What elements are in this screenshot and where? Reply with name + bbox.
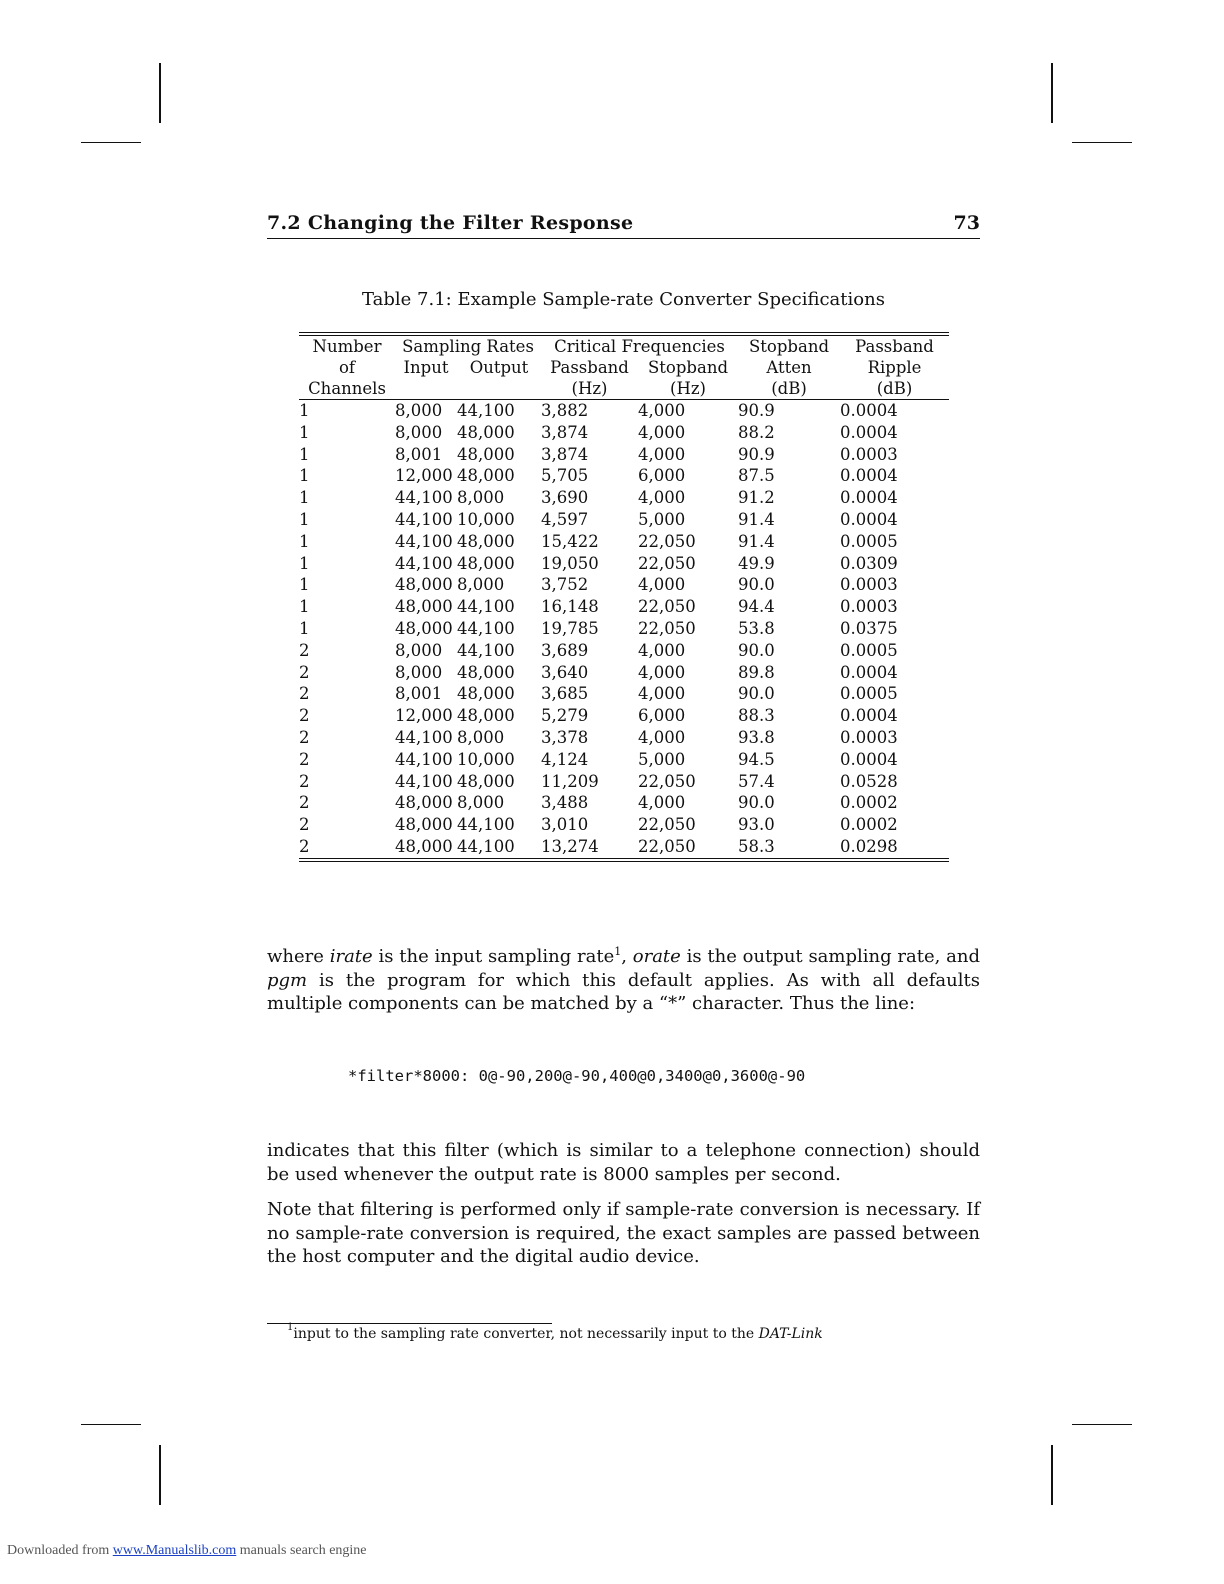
table-row <box>299 422 949 444</box>
table-cell: 12,000 <box>395 706 453 726</box>
table-cell: 0.0309 <box>840 553 898 573</box>
table-row <box>299 400 949 422</box>
table-cell: 49.9 <box>738 553 775 573</box>
table-cell: 16,148 <box>541 597 599 617</box>
table-cell: 4,000 <box>638 444 686 464</box>
table-cell: 44,100 <box>457 618 515 638</box>
crop-mark <box>1072 1424 1132 1425</box>
table-cell: 4,000 <box>638 793 686 813</box>
table-cell: 3,640 <box>541 662 589 682</box>
table-cell: 90.0 <box>738 575 775 595</box>
table-cell: 6,000 <box>638 706 686 726</box>
table-cell: 48,000 <box>457 706 515 726</box>
irate-term: irate <box>329 946 373 967</box>
table-header <box>299 336 949 399</box>
product-name: DAT-Link <box>758 1326 823 1342</box>
table-bottom-rule <box>299 858 949 862</box>
column-header: Passband <box>550 358 629 377</box>
text-run: where <box>267 946 324 967</box>
table-row <box>299 574 949 596</box>
table-cell: 8,000 <box>395 640 443 660</box>
column-header: Output <box>469 358 529 377</box>
download-banner <box>7 1543 367 1559</box>
table-cell: 8,000 <box>395 662 443 682</box>
table-cell: 48,000 <box>395 597 453 617</box>
table-caption: Table 7.1: Example Sample-rate Converter Specifications <box>362 289 885 310</box>
table-cell: 94.5 <box>738 749 775 769</box>
table-cell: 1 <box>299 444 310 464</box>
table-cell: 0.0004 <box>840 662 898 682</box>
table-row <box>299 683 949 705</box>
table-cell: 91.4 <box>738 509 775 529</box>
crop-mark <box>1051 1445 1053 1505</box>
table-cell: 5,000 <box>638 749 686 769</box>
crop-mark <box>81 1424 141 1425</box>
body-paragraph <box>267 945 980 1016</box>
running-head <box>267 210 980 239</box>
table-cell: 48,000 <box>395 836 453 856</box>
table-cell: 0.0003 <box>840 575 898 595</box>
table-cell: 0.0004 <box>840 488 898 508</box>
table-cell: 93.8 <box>738 727 775 747</box>
table-cell: 1 <box>299 531 310 551</box>
table-cell: 5,279 <box>541 706 589 726</box>
table-row <box>299 444 949 466</box>
table-row <box>299 618 949 640</box>
table-row <box>299 662 949 684</box>
table-row <box>299 814 949 836</box>
table-cell: 91.2 <box>738 488 775 508</box>
code-line: *filter*8000: 0@-90,200@-90,400@0,3400@0,3600@-90 <box>348 1067 806 1085</box>
table-cell: 0.0375 <box>840 618 898 638</box>
table-cell: 48,000 <box>395 575 453 595</box>
table-cell: 15,422 <box>541 531 599 551</box>
table-cell: 88.2 <box>738 422 775 442</box>
table-cell: 44,100 <box>395 488 453 508</box>
banner-prefix: Downloaded from <box>7 1543 110 1558</box>
table-cell: 1 <box>299 466 310 486</box>
table-cell: 90.9 <box>738 401 775 420</box>
table-cell: 3,752 <box>541 575 589 595</box>
table-cell: 44,100 <box>457 401 515 420</box>
table-cell: 0.0002 <box>840 815 898 835</box>
table-cell: 2 <box>299 771 310 791</box>
table-cell: 10,000 <box>457 509 515 529</box>
table-cell: 93.0 <box>738 815 775 835</box>
table-cell: 4,000 <box>638 422 686 442</box>
table-cell: 4,000 <box>638 640 686 660</box>
table-cell: 0.0003 <box>840 727 898 747</box>
table-cell: 1 <box>299 618 310 638</box>
table-cell: 0.0003 <box>840 444 898 464</box>
table-cell: 8,000 <box>457 727 505 747</box>
table-cell: 3,874 <box>541 422 589 442</box>
table-cell: 1 <box>299 597 310 617</box>
table-cell: 0.0004 <box>840 706 898 726</box>
crop-mark <box>1051 63 1053 123</box>
table-cell: 8,001 <box>395 444 443 464</box>
column-header: (Hz) <box>571 379 608 398</box>
table-cell: 0.0003 <box>840 597 898 617</box>
table-cell: 22,050 <box>638 531 696 551</box>
crop-mark <box>159 63 161 123</box>
table-cell: 44,100 <box>395 509 453 529</box>
table-row <box>299 836 949 858</box>
table-cell: 48,000 <box>457 553 515 573</box>
table-row <box>299 640 949 662</box>
table-cell: 4,000 <box>638 575 686 595</box>
table-cell: 1 <box>299 509 310 529</box>
table-cell: 57.4 <box>738 771 775 791</box>
table-cell: 1 <box>299 575 310 595</box>
table-cell: 8,000 <box>395 401 443 420</box>
table-cell: 8,000 <box>457 575 505 595</box>
table-cell: 4,000 <box>638 488 686 508</box>
column-header: (dB) <box>771 379 807 398</box>
manualslib-link[interactable]: www.Manualslib.com <box>112 1543 237 1558</box>
table-cell: 10,000 <box>457 749 515 769</box>
crop-mark <box>81 142 141 143</box>
crop-mark <box>1072 142 1132 143</box>
table-cell: 0.0002 <box>840 793 898 813</box>
table-cell: 44,100 <box>395 771 453 791</box>
column-header: Atten <box>766 358 812 377</box>
table-cell: 22,050 <box>638 618 696 638</box>
table-cell: 58.3 <box>738 836 775 856</box>
table-cell: 0.0004 <box>840 422 898 442</box>
table-cell: 44,100 <box>395 553 453 573</box>
table-cell: 22,050 <box>638 553 696 573</box>
table-cell: 0.0004 <box>840 401 898 420</box>
column-header <box>457 378 541 399</box>
table-cell: 5,000 <box>638 509 686 529</box>
table-row <box>299 792 949 814</box>
column-header <box>395 378 457 399</box>
table-cell: 5,705 <box>541 466 589 486</box>
table-cell: 0.0528 <box>840 771 898 791</box>
column-header: (Hz) <box>670 379 706 398</box>
table-cell: 48,000 <box>395 793 453 813</box>
table-cell: 44,100 <box>395 531 453 551</box>
table-cell: 3,378 <box>541 727 589 747</box>
section-title: 7.2 Changing the Filter Response <box>267 212 634 234</box>
table-cell: 2 <box>299 684 310 704</box>
table-cell: 48,000 <box>457 662 515 682</box>
table-cell: 48,000 <box>395 815 453 835</box>
table-cell: 53.8 <box>738 618 775 638</box>
table-cell: 22,050 <box>638 597 696 617</box>
table-cell: 90.0 <box>738 640 775 660</box>
table-cell: 48,000 <box>395 618 453 638</box>
column-header: (dB) <box>876 379 913 398</box>
table-cell: 2 <box>299 706 310 726</box>
column-header: Ripple <box>867 358 922 377</box>
table-cell: 44,100 <box>457 640 515 660</box>
body-paragraph: indicates that this filter (which is similar to a telephone connection) should be used whenever the output rate is 8000 samples per second. <box>267 1140 980 1185</box>
table-cell: 2 <box>299 749 310 769</box>
text-run: , <box>621 946 627 967</box>
table-cell: 3,690 <box>541 488 589 508</box>
table-row <box>299 727 949 749</box>
text-run: is the input sampling rate <box>378 946 615 967</box>
column-header: Stopband <box>749 337 830 356</box>
column-header: Number <box>312 337 382 356</box>
table-cell: 4,000 <box>638 684 686 704</box>
table-cell: 3,010 <box>541 815 589 835</box>
table-cell: 48,000 <box>457 771 515 791</box>
table-cell: 8,000 <box>457 793 505 813</box>
table-cell: 48,000 <box>457 444 515 464</box>
column-header: of <box>338 358 356 377</box>
table-cell: 90.9 <box>738 444 775 464</box>
table-cell: 2 <box>299 640 310 660</box>
table-row <box>299 749 949 771</box>
table-cell: 1 <box>299 553 310 573</box>
table-cell: 0.0005 <box>840 531 898 551</box>
table-cell: 44,100 <box>395 727 453 747</box>
table-cell: 0.0298 <box>840 836 898 856</box>
table-cell: 4,000 <box>638 662 686 682</box>
column-header: Passband <box>855 337 934 356</box>
table-cell: 13,274 <box>541 836 599 856</box>
table-row <box>299 553 949 575</box>
footnote-number: 1 <box>287 1322 294 1334</box>
footnote-marker: 1 <box>614 945 622 958</box>
table-row <box>299 531 949 553</box>
table-row <box>299 487 949 509</box>
table-cell: 2 <box>299 836 310 856</box>
pgm-term: pgm <box>267 969 308 991</box>
banner-suffix: manuals search engine <box>239 1543 367 1558</box>
table-cell: 0.0004 <box>840 509 898 529</box>
table-cell: 44,100 <box>457 836 515 856</box>
table-cell: 4,124 <box>541 749 589 769</box>
table-cell: 19,785 <box>541 618 599 638</box>
spec-table <box>299 332 949 862</box>
footnote <box>287 1322 823 1342</box>
table-cell: 44,100 <box>457 815 515 835</box>
text-run: is the output sampling rate, and <box>686 946 980 967</box>
table-row <box>299 705 949 727</box>
table-cell: 88.3 <box>738 706 775 726</box>
table-cell: 3,685 <box>541 684 589 704</box>
table-cell: 2 <box>299 793 310 813</box>
table-cell: 1 <box>299 488 310 508</box>
table-cell: 91.4 <box>738 531 775 551</box>
table-row <box>299 771 949 793</box>
table-cell: 48,000 <box>457 422 515 442</box>
table-cell: 48,000 <box>457 466 515 486</box>
table-cell: 90.0 <box>738 793 775 813</box>
table-cell: 3,882 <box>541 401 589 420</box>
table-cell: 8,001 <box>395 684 443 704</box>
column-header: Channels <box>308 379 386 398</box>
body-paragraph: Note that filtering is performed only if sample-rate conversion is necessary. If no sample-rate conversion is required, the exact samples are passed between the host computer and the digital audio device. <box>267 1199 980 1267</box>
table-row <box>299 596 949 618</box>
table-cell: 19,050 <box>541 553 599 573</box>
column-group-header: Sampling Rates <box>402 337 534 356</box>
table-row <box>299 465 949 487</box>
table-cell: 4,597 <box>541 509 589 529</box>
table-cell: 22,050 <box>638 815 696 835</box>
table-cell: 12,000 <box>395 466 453 486</box>
table-cell: 11,209 <box>541 771 599 791</box>
table-cell: 48,000 <box>457 531 515 551</box>
table-cell: 2 <box>299 815 310 835</box>
table-cell: 2 <box>299 662 310 682</box>
footnote-rule <box>267 1323 552 1324</box>
table-cell: 0.0004 <box>840 466 898 486</box>
orate-term: orate <box>632 946 681 967</box>
table-cell: 1 <box>299 401 310 420</box>
table-cell: 6,000 <box>638 466 686 486</box>
table-cell: 0.0004 <box>840 749 898 769</box>
column-header: Stopband <box>647 358 729 377</box>
table-cell: 4,000 <box>638 727 686 747</box>
table-cell: 3,874 <box>541 444 589 464</box>
table-cell: 0.0005 <box>840 640 898 660</box>
page-number: 73 <box>953 212 980 234</box>
crop-mark <box>159 1445 161 1505</box>
column-group-header: Critical Frequencies <box>554 337 725 356</box>
table-body <box>299 400 949 858</box>
text-run: is the program for which this default applies. As with all defaults multiple components can be matched by a “*” character. Thus the line: <box>267 969 980 1014</box>
footnote-text: input to the sampling rate converter, not necessarily input to the <box>293 1326 755 1342</box>
table-cell: 44,100 <box>395 749 453 769</box>
table-cell: 22,050 <box>638 771 696 791</box>
table-cell: 90.0 <box>738 684 775 704</box>
table-cell: 4,000 <box>638 401 686 420</box>
table-cell: 1 <box>299 422 310 442</box>
table-cell: 3,689 <box>541 640 589 660</box>
table-cell: 48,000 <box>457 684 515 704</box>
table-cell: 89.8 <box>738 662 775 682</box>
column-header: Input <box>403 358 449 377</box>
table-cell: 44,100 <box>457 597 515 617</box>
table-cell: 8,000 <box>395 422 443 442</box>
table-cell: 22,050 <box>638 836 696 856</box>
table-cell: 2 <box>299 727 310 747</box>
table-cell: 94.4 <box>738 597 775 617</box>
table-row <box>299 509 949 531</box>
table-cell: 0.0005 <box>840 684 898 704</box>
table-cell: 87.5 <box>738 466 775 486</box>
table-cell: 8,000 <box>457 488 505 508</box>
table-cell: 3,488 <box>541 793 589 813</box>
